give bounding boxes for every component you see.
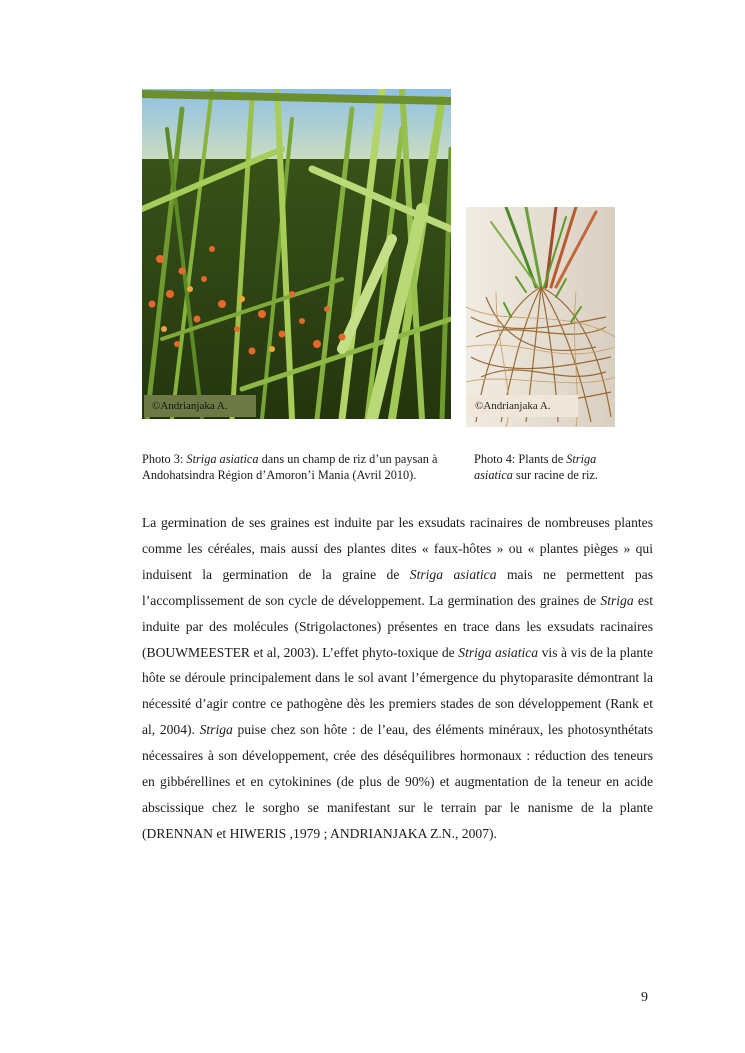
body-text-segment: vis à vis de la plante hôte se déroule principalement dans le sol avant l’émergence du phytoparasite démontrant la nécessité d’agir contre ce pathogène dès les premiers stades de son développement (Rank et al, 2004).: [142, 644, 653, 738]
body-text-segment: puise chez son hôte : de l’eau, des éléments minéraux, les photosynthétats nécessaires à son développement, crée des déséquilibres hormonaux : réduction des teneurs en gibbérellines et en cytokinines (de plus de 90%) et augmentation de la teneur en acide abscissique chez le sorgho se manifestant sur le terrain par le nanisme de la plante (DRENNAN et HIWERIS ,1979 ; ANDRIANJAKA Z.N., 2007).: [142, 722, 653, 841]
body-text-segment: mais ne permettent pas l’accomplissement de son cycle de développement. La germination des graines de: [142, 566, 653, 608]
photo-striga-roots: [466, 207, 615, 427]
caption-text: sur racine de riz.: [512, 468, 598, 482]
caption-prefix: Photo 3:: [142, 452, 187, 466]
caption-prefix: Photo 4: Plants de: [474, 452, 567, 466]
photo-caption: [142, 451, 447, 483]
body-text-segment: est induite par des molécules (Strigolactones) présentes en trace dans les exsudats racinaires (BOUWMEESTER et al, 2003). L’effet phyto-toxique de: [142, 592, 653, 660]
photo-striga-rice-field: [142, 89, 451, 419]
page-number: 9: [641, 990, 648, 1005]
species-name: Striga: [199, 722, 233, 738]
species-name: Striga asiatica: [458, 644, 539, 660]
species-name: Striga asiatica: [409, 566, 497, 582]
body-paragraph: [142, 510, 653, 847]
caption-text: dans un champ de riz d’un paysan à Andohatsindra Région d’Amoron’i Mania (Avril 2010).: [142, 452, 438, 482]
photo-credit: ©Andrianjaka A.: [144, 395, 256, 417]
caption-species: Striga asiatica: [186, 452, 259, 466]
body-text-segment: La germination de ses graines est induite par les exsudats racinaires de nombreuses plantes comme les céréales, mais aussi des plantes dites « faux-hôtes » ou « plantes pièges » qui induisent la germination de la graine de: [142, 515, 653, 582]
photo-caption: [474, 451, 634, 483]
species-name: Striga: [600, 592, 634, 608]
photo-credit: ©Andrianjaka A.: [467, 395, 578, 417]
caption-species: Striga asiatica: [474, 452, 597, 482]
